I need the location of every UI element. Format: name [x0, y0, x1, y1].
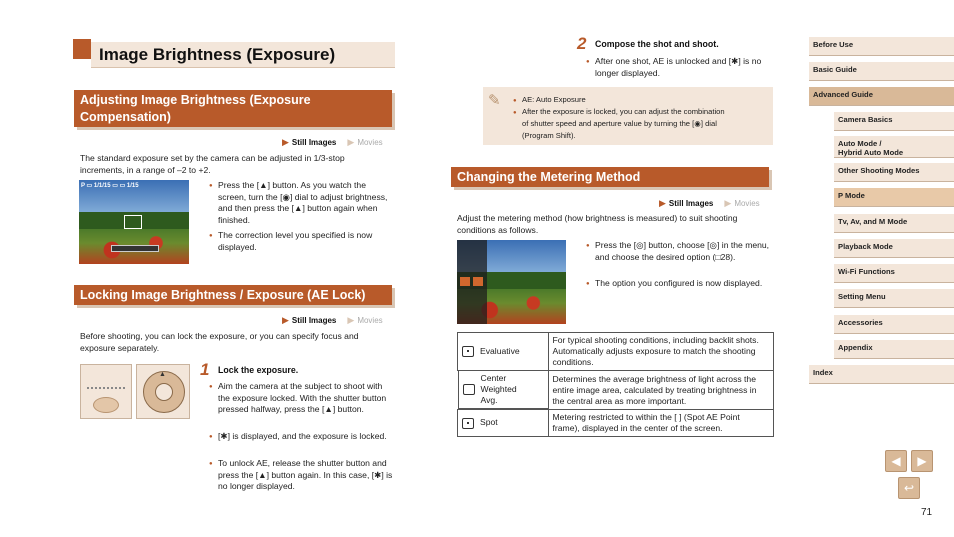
control-dial-illustration: ▲ — [136, 364, 190, 419]
mode-indicator — [282, 137, 383, 148]
metering-table — [457, 332, 774, 437]
sidebar-item-playback-mode[interactable]: Playback Mode — [834, 239, 954, 258]
mode-indicator — [659, 198, 760, 209]
bullet-item: ● The correction level you specified is now displayed. — [218, 230, 396, 253]
intro-text: Before shooting, you can lock the exposure, or you can specify focus and exposure separately. — [80, 331, 359, 353]
section-heading-exposure-compensation — [74, 90, 392, 127]
movies-icon: ▶ — [347, 137, 355, 147]
movies-icon: ▶ — [347, 315, 355, 325]
note-box — [483, 87, 773, 145]
sidebar-item-basic-guide[interactable]: Basic Guide — [809, 62, 954, 81]
intro-text: The standard exposure set by the camera can be adjusted in 1/3-stop increments, in a range of –2 to +2. — [80, 153, 345, 175]
bullet-item: ● After one shot, AE is unlocked and [✱] is no longer displayed. — [595, 56, 773, 79]
mode-movies-label: Movies — [357, 316, 383, 325]
bullet-item: ● Press the [◎] button, choose [◎] in the menu, and choose the desired option (□28). — [595, 240, 773, 263]
step-title: Lock the exposure. — [218, 365, 299, 375]
mode-indicator — [282, 315, 383, 326]
shutter-button-illustration — [80, 364, 132, 419]
step-number: 1 — [200, 360, 210, 379]
mode-movies-label: Movies — [357, 138, 383, 147]
sidebar-item-tv-av-m-mode[interactable]: Tv, Av, and M Mode — [834, 214, 954, 233]
sidebar-item-auto-mode[interactable] — [834, 136, 954, 158]
still-images-icon: ▶ — [659, 198, 666, 208]
sidebar-item-before-use[interactable]: Before Use — [809, 37, 954, 56]
sidebar-item-wifi-functions[interactable]: Wi-Fi Functions — [834, 264, 954, 283]
metering-name: Spot — [480, 417, 498, 428]
mode-movies-label: Movies — [734, 199, 760, 208]
evaluative-metering-icon — [462, 346, 474, 357]
mode-still-label: Still Images — [291, 316, 337, 325]
intro-text: Adjust the metering method (how brightness is measured) to suit shooting conditions as follows. — [457, 213, 738, 235]
spot-metering-icon — [462, 418, 474, 429]
bullet-item: ● Press the [▲] button. As you watch the screen, turn the [◉] dial to adjust brightness, and then press the [▲] button again when finished. — [218, 180, 396, 226]
note-line: (Program Shift). — [522, 131, 576, 140]
sidebar-item-other-shooting-modes[interactable]: Other Shooting Modes — [834, 163, 954, 182]
step-number: 2 — [577, 34, 587, 53]
note-line: ● After the exposure is locked, you can adjust the combination — [522, 107, 725, 116]
exposure-screen-image: P ▭ 1/1/15 ▭ ▭ 1/15 — [79, 180, 189, 264]
heading-line: Compensation) — [80, 110, 171, 124]
bullet-item: ● The option you configured is now displayed. — [595, 278, 773, 290]
title-marker — [73, 39, 91, 59]
pencil-icon: ✎ — [488, 92, 501, 109]
mode-still-label: Still Images — [291, 138, 337, 147]
metering-name: Evaluative — [480, 345, 520, 356]
still-images-icon: ▶ — [282, 137, 289, 147]
page-number: 71 — [921, 507, 933, 518]
step-title: Compose the shot and shoot. — [595, 39, 719, 49]
table-cell — [458, 410, 549, 437]
heading-line: Adjusting Image Brightness (Exposure — [80, 93, 311, 107]
back-icon[interactable]: ↩ — [898, 477, 920, 499]
next-page-icon[interactable]: ▶ — [911, 450, 933, 472]
sidebar-item-p-mode[interactable]: P Mode — [834, 188, 954, 207]
bullet-item: ● Aim the camera at the subject to shoot with the exposure locked. With the shutter button pressed halfway, press the [▲] button. — [218, 381, 396, 416]
note-item — [522, 106, 767, 142]
table-cell: Determines the average brightness of light across the entire image area, calculated by treating brightness in the central area as more important. — [548, 371, 774, 410]
note-item: ● AE: Auto Exposure — [522, 95, 767, 105]
section-heading-ae-lock: Locking Image Brightness / Exposure (AE Lock) — [74, 285, 392, 305]
still-images-icon: ▶ — [282, 315, 289, 325]
table-cell: Metering restricted to within the [ ] (Spot AE Point frame), displayed in the center of the screen. — [548, 410, 774, 437]
table-cell — [458, 333, 549, 371]
section-heading-metering: Changing the Metering Method — [451, 167, 769, 187]
mode-still-label: Still Images — [668, 199, 714, 208]
bullet-item: ● To unlock AE, release the shutter button and press the [▲] button again. In this case, [✱] is no longer displayed. — [218, 458, 396, 493]
table-row — [458, 371, 774, 410]
sidebar-item-label: Auto Mode / — [838, 139, 882, 148]
sidebar-item-appendix[interactable]: Appendix — [834, 340, 954, 359]
page-title: Image Brightness (Exposure) — [99, 45, 336, 64]
sidebar-item-camera-basics[interactable]: Camera Basics — [834, 112, 954, 131]
metering-menu-image — [457, 240, 566, 324]
table-row — [458, 410, 774, 437]
note-line: of shutter speed and aperture value by turning the [◉] dial — [522, 119, 717, 128]
metering-name: Center Weighted Avg. — [480, 373, 517, 405]
sidebar-item-setting-menu[interactable]: Setting Menu — [834, 289, 954, 308]
sidebar-item-index[interactable]: Index — [809, 365, 954, 384]
sidebar-item-label: Hybrid Auto Mode — [838, 148, 904, 157]
prev-page-icon[interactable]: ◀ — [885, 450, 907, 472]
movies-icon: ▶ — [724, 198, 732, 208]
bullet-item: ● [✱] is displayed, and the exposure is locked. — [218, 431, 396, 443]
center-weighted-icon — [463, 384, 475, 395]
table-row — [458, 333, 774, 371]
sidebar-item-advanced-guide[interactable]: Advanced Guide — [809, 87, 954, 106]
sidebar-item-accessories[interactable]: Accessories — [834, 315, 954, 334]
table-cell — [458, 371, 548, 409]
table-cell: For typical shooting conditions, including backlit shots. Automatically adjusts exposure to match the shooting conditions. — [548, 333, 774, 371]
